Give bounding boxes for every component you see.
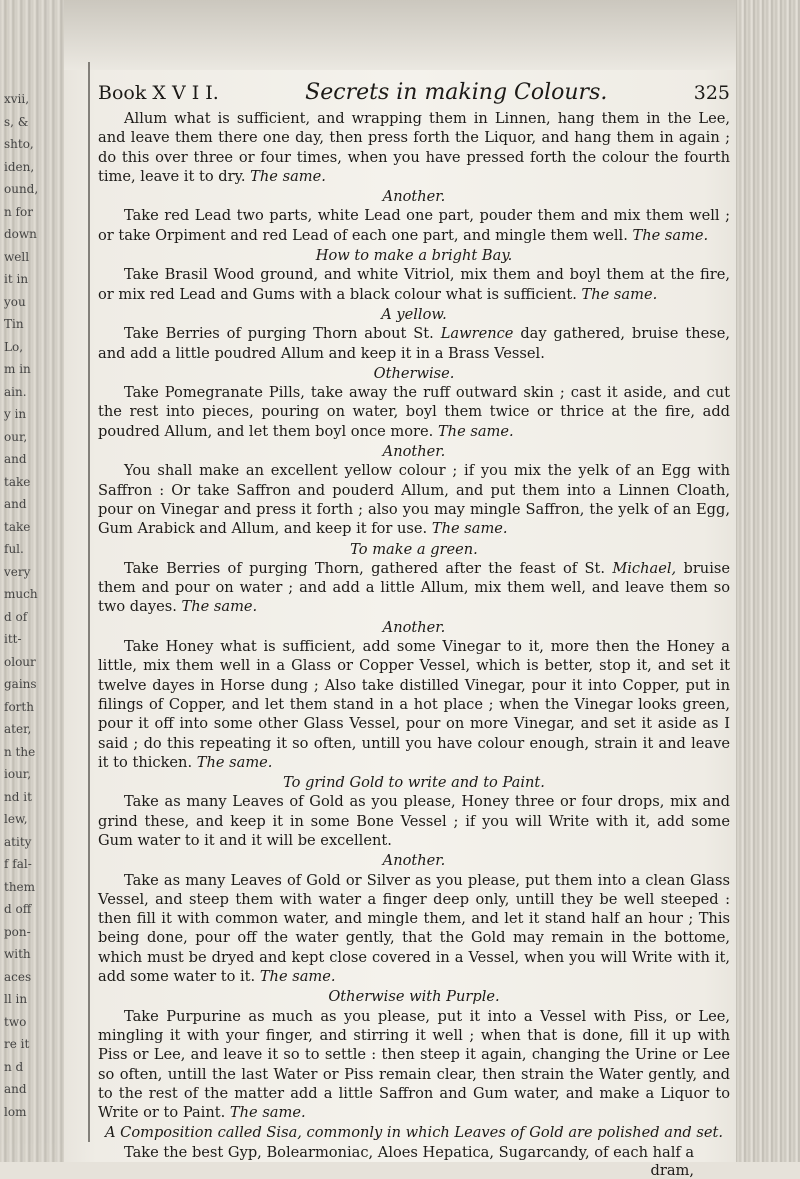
margin-fragment: iour, <box>4 767 32 781</box>
recipe-title: A Composition called Sisa, commonly in which Leaves of Gold are polished and set. <box>104 1124 723 1142</box>
italic-text: The same. <box>632 226 709 244</box>
recipe-paragraph <box>98 383 730 441</box>
margin-fragment: down <box>4 227 37 241</box>
margin-fragment: nd it <box>4 789 32 804</box>
page-block-edge <box>736 0 800 1162</box>
margin-fragment: m in <box>4 362 31 376</box>
recipe-paragraph <box>98 1007 730 1123</box>
recipe-title: A yellow. <box>381 305 447 323</box>
margin-fragment: our, <box>4 429 28 444</box>
text-run: bruise them and pour on water ; and add a little Allum, mix them well, and leave them so two dayes. <box>98 559 730 616</box>
recipe-title: Another. <box>382 852 446 870</box>
italic-text: The same. <box>229 1104 306 1122</box>
recipe-title: Another. <box>382 188 446 206</box>
margin-fragment: forth <box>4 699 34 714</box>
margin-fragment: take <box>4 519 31 534</box>
text-run: day gathered, bruise these, and add a little poudred Allum and keep it in a Brass Vessel. <box>98 325 730 362</box>
recipe-paragraph <box>98 871 730 987</box>
italic-text: The same. <box>259 968 336 986</box>
recipe-paragraph <box>98 265 730 304</box>
italic-text: The same. <box>181 598 258 616</box>
margin-fragment: ain. <box>4 384 27 399</box>
page <box>98 80 730 1179</box>
margin-fragment: xvii, <box>4 92 30 106</box>
text-run: Take as many Leaves of Gold as you please, Honey three or four drops, mix and grind these, and keep it in some Bone Vessel ; if you will Write with it, add some Gum water to it and it will be excellent. <box>98 793 730 849</box>
book-number: Book X V I I. <box>98 82 219 104</box>
italic-text: The same. <box>250 167 326 185</box>
margin-fragment: lom <box>4 1104 27 1119</box>
margin-fragment: much <box>4 587 38 601</box>
margin-fragment: very <box>4 564 31 579</box>
facing-page-edge <box>0 0 64 1162</box>
text-run: Take Berries of purging Thorn, gathered after the feast of St. <box>124 559 613 577</box>
margin-fragment: with <box>4 947 31 961</box>
recipe-title: How to make a bright Bay. <box>315 247 513 265</box>
recipe-title: Another. <box>382 618 446 636</box>
text-run: Take as many Leaves of Gold or Silver as you please, put them into a clean Glass Vessel, and steep them with water a finger deep only, untill they be well steeped : then fill it with common water, and mingle them, and let it stand half an hour ; This being done, pour off the water gently, that the Gold may remain in the bottome, which must be dryed and kept close covered in a Vessel, when you will Write with it, add some water to it. <box>98 871 730 986</box>
body-text <box>98 109 730 1162</box>
italic-text: Michael, <box>612 559 677 577</box>
recipe-title: Another. <box>382 443 446 461</box>
page-number: 325 <box>693 82 730 104</box>
margin-fragment: well <box>4 249 30 264</box>
recipe-paragraph <box>98 792 730 850</box>
italic-text: The same. <box>196 753 273 771</box>
margin-fragment: ll in <box>4 992 28 1006</box>
running-title: Secrets in making Colours. <box>305 80 608 105</box>
margin-fragment: re it <box>4 1037 30 1051</box>
margin-fragment: n for <box>4 204 33 219</box>
margin-fragment: f fal- <box>4 857 32 871</box>
text-run: Take Brasil Wood ground, and white Vitriol, mix them and boyl them at the fire, or mix red Lead and Gums with a black colour what is sufficient. <box>98 266 730 303</box>
recipe-title: Otherwise with Purple. <box>328 988 500 1006</box>
italic-text: The same. <box>431 520 508 538</box>
recipe-title: Otherwise. <box>373 364 455 382</box>
margin-fragment: and <box>4 1082 27 1096</box>
margin-fragment: ound, <box>4 182 39 196</box>
margin-fragment: two <box>4 1014 27 1029</box>
text-run: Allum what is sufficient, and wrapping them in Linnen, hang them in the Lee, and leave them there one day, then press forth the Liquor, and hang them in again ; do this over three or four times, when you have pressed forth the colour the fourth time, leave it to dry. <box>98 110 730 185</box>
margin-fragment: aces <box>4 969 32 984</box>
margin-fragment: lew, <box>4 812 28 826</box>
recipe-paragraph <box>98 206 730 245</box>
text-run: You shall make an excellent yellow colour ; if you mix the yelk of an Egg with Saffron : Or take Saffron and pouderd Allum, and put them into a Linnen Cloath, pour on Vinegar and press it forth ; also you may mingle Saffron, the yelk of an Egg, Gum Arabick and Allum, and keep it for use. <box>98 462 730 538</box>
text-run: Take Berries of purging Thorn about St. <box>124 325 441 343</box>
margin-fragment: n d <box>4 1059 24 1074</box>
margin-fragment: s, & <box>4 114 29 129</box>
margin-fragment: pon- <box>4 924 31 939</box>
italic-text: The same. <box>437 422 514 440</box>
margin-fragment: iden, <box>4 159 35 174</box>
margin-fragment: you <box>4 294 26 309</box>
margin-fragment: y in <box>4 407 27 421</box>
margin-fragment: and <box>4 452 27 466</box>
text-run: Take Pomegranate Pills, take away the ruff outward skin ; cast it aside, and cut the rest into pieces, pouring on water, boyl them twice or thrice at the fire, add poudred Allum, and let them boyl once more. <box>98 384 730 440</box>
text-run: Take the best Gyp, Bolearmoniac, Aloes Hepatica, Sugarcandy, of each half a <box>124 1143 695 1161</box>
catchword: dram, <box>650 1162 694 1179</box>
recipe-paragraph <box>98 109 730 186</box>
recipe-title: To make a green. <box>350 540 478 558</box>
margin-fragment: ful. <box>4 542 24 556</box>
text-run: Take Honey what is sufficient, add some Vinegar to it, more then the Honey a little, mix them well in a Glass or Copper Vessel, which is better, stop it, and set it twelve dayes in Horse dung ; Also take distilled Vinegar, pour it into Copper, put in filings of Copper, and let them stand in a hot place ; when the Vinegar looks green, pour it off into some other Glass Vessel, pour on more Vinegar, and set it aside as I said ; do this repeating it so often, untill you have colour enough, strain it and leave it to thicken. <box>98 638 730 771</box>
margin-fragment: them <box>4 879 36 894</box>
margin-fragment: n the <box>4 744 36 759</box>
margin-fragment: shto, <box>4 137 34 151</box>
italic-text: The same. <box>581 285 658 303</box>
margin-fragment: Tin <box>4 317 24 331</box>
margin-fragment: gains <box>4 677 37 691</box>
recipe-paragraph <box>98 1143 730 1162</box>
margin-fragment: it in <box>4 272 29 286</box>
text-run: Take red Lead two parts, white Lead one part, pouder them and mix them well ; or take Orpiment and red Lead of each one part, and mingle them well. <box>98 207 730 244</box>
margin-fragment: itt- <box>4 632 22 646</box>
recipe-paragraph <box>98 461 730 538</box>
recipe-paragraph <box>98 559 730 617</box>
italic-text: Lawrence <box>440 325 514 343</box>
margin-fragment: olour <box>4 654 36 669</box>
top-shadow <box>60 0 740 70</box>
margin-fragment: and <box>4 497 27 511</box>
margin-fragment: d of <box>4 609 28 624</box>
running-header <box>98 80 730 105</box>
margin-fragment: take <box>4 474 31 489</box>
margin-fragment: Lo, <box>4 339 24 354</box>
recipe-paragraph <box>98 324 730 363</box>
gutter-line <box>88 62 90 1142</box>
text-run: Take Purpurine as much as you please, put it into a Vessel with Piss, or Lee, mingling it with your finger, and stirring it well ; when that is done, fill it up with Piss or Lee, and leave it so to settle : then steep it again, changing the Urine or Lee so often, untill the last Water or Piss remain clear, then strain the Water gently, and to the rest of the matter add a little Saffron and Gum water, and make a Liquor to Write or to Paint. <box>98 1007 730 1122</box>
recipe-paragraph <box>98 637 730 772</box>
margin-fragment: atity <box>4 834 32 849</box>
margin-fragment: d off <box>4 902 32 916</box>
recipe-title: To grind Gold to write and to Paint. <box>283 774 545 792</box>
margin-fragment: ater, <box>4 722 32 736</box>
